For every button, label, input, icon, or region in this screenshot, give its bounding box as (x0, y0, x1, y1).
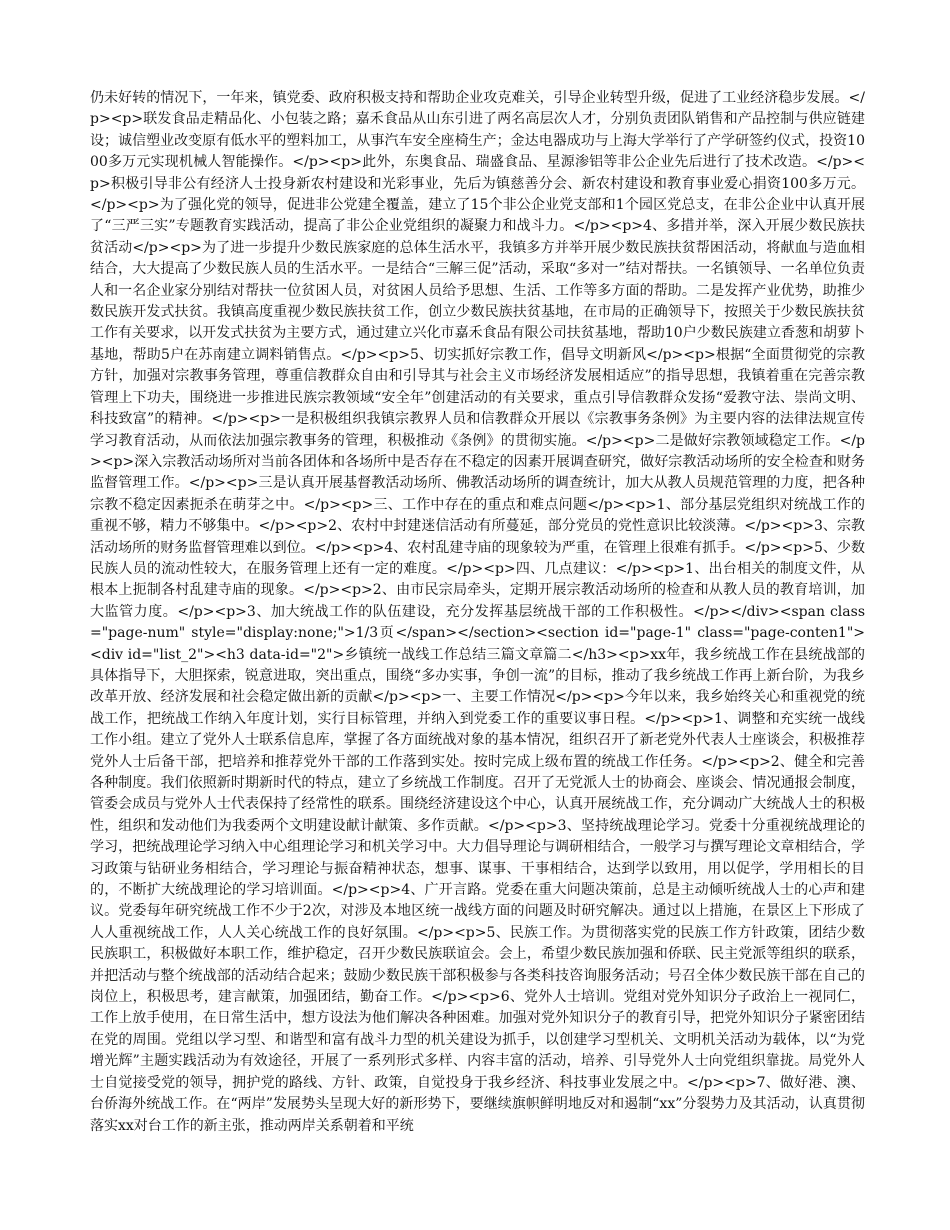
document-body-text: 仍未好转的情况下，一年来，镇党委、政府积极支持和帮助企业攻克难关，引导企业转型升级，促进了工业经济稳步发展。</p><p>联发食品走精品化、小包装之路；嘉禾食品从山东引进了两名高层次人才，分别负责团队销售和产品控制与供应链建设；诚信塑业改变原有低水平的塑料加工，从事汽车安全座椅生产；金达电器成功与上海大学举行了产学研签约仪式，投资1000多万元实现机械人智能操作。</p><p>此外，东奥食品、瑞盛食品、星源渗铝等非公企业先后进行了技术改造。</p><p>积极引导非公有经济人士投身新农村建设和光彩事业，先后为镇慈善分会、新农村建设和教育事业爱心捐资100多万元。</p><p>为了强化党的领导，促进非公党建全覆盖，建立了15个非公企业党支部和1个园区党总支，在非公企业中认真开展了“三严三实”专题教育实践活动，提高了非公企业党组织的凝聚力和战斗力。</p><p>4、多措并举，深入开展少数民族扶贫活动</p><p>为了进一步提升少数民族家庭的总体生活水平，我镇多方并举开展少数民族扶贫帮困活动，将献血与造血相结合，大大提高了少数民族人员的生活水平。一是结合“三解三促”活动，采取“多对一”结对帮扶。一名镇领导、一名单位负责人和一名企业家分别结对帮扶一位贫困人员，对贫困人员给予思想、生活、工作等多方面的帮助。二是发挥产业优势，助推少数民族开发式扶贫。我镇高度重视少数民族扶贫工作，创立少数民族扶贫基地，在市局的正确领导下，按照关于少数民族扶贫工作有关要求，以开发式扶贫为主要方式，通过建立兴化市嘉禾食品有限公司扶贫基地，帮助10户少数民族建立香葱和胡萝卜基地，帮助5户在苏南建立调料销售点。</p><p>5、切实抓好宗教工作，倡导文明新风</p><p>根据“全面贯彻党的宗教方针，加强对宗教事务管理，尊重信教群众自由和引导其与社会主义市场经济发展相适应”的指导思想，我镇着重在完善宗教管理上下功夫，围绕进一步推进民族宗教领域“安全年”创建活动的有关要求，重点引导信教群众发扬“爱教守法、崇尚文明、科技致富”的精神。</p><p>一是积极组织我镇宗教界人员和信教群众开展以《宗教事务条例》为主要内容的法律法规宣传学习教育活动，从而依法加强宗教事务的管理，积极推动《条例》的贯彻实施。</p><p>二是做好宗教领域稳定工作。</p><p>深入宗教活动场所对当前各团体和各场所中是否存在不稳定的因素开展调查研究，做好宗教活动场所的安全检查和财务监督管理工作。</p><p>三是认真开展基督教活动场所、佛教活动场所的调查统计，加大从教人员规范管理的力度，把各种宗教不稳定因素扼杀在萌芽之中。</p><p>三、工作中存在的重点和难点问题</p><p>1、部分基层党组织对统战工作的重视不够，精力不够集中。</p><p>2、农村中封建迷信活动有所蔓延，部分党员的党性意识比较淡薄。</p><p>3、宗教活动场所的财务监督管理难以到位。</p><p>4、农村乱建寺庙的现象较为严重，在管理上很难有抓手。</p><p>5、少数民族人员的流动性较大，在服务管理上还有一定的难度。</p><p>四、几点建议：</p><p>1、出台相关的制度文件，从根本上扼制各村乱建寺庙的现象。</p><p>2、由市民宗局牵头，定期开展宗教活动场所的检查和从教人员的教育培训，加大监管力度。</p><p>3、加大统战工作的队伍建设，充分发挥基层统战干部的工作积极性。</p></div><span class="page-num" style="display:none;">1/3页</span></section><section id="page-1" class="page-conten1"><div id="list_2"><h3 data-id="2">乡镇统一战线工作总结三篇文章篇二</h3><p>xx年，我乡统战工作在县统战部的具体指导下，大胆探索，锐意进取，突出重点，围绕“多办实事，争创一流”的目标，推动了我乡统战工作再上新台阶，为我乡改革开放、经济发展和社会稳定做出新的贡献</p><p>一、主要工作情况</p><p>今年以来，我乡始终关心和重视党的统战工作，把统战工作纳入年度计划，实行目标管理，并纳入到党委工作的重要议事日程。</p><p>1、调整和充实统一战线工作小组。建立了党外人士联系信息库，掌握了各方面统战对象的基本情况，组织召开了新老党外代表人士座谈会，积极推荐党外人士后备干部，把培养和推荐党外干部的工作落到实处。按时完成上级布置的统战工作任务。</p><p>2、健全和完善各种制度。我们依照新时期新时代的特点，建立了乡统战工作制度。召开了无党派人士的协商会、座谈会、情况通报会制度，管委会成员与党外人士代表保持了经常性的联系。围绕经济建设这个中心，认真开展统战工作，充分调动广大统战人士的积极性，组织和发动他们为我委两个文明建设献计献策、多作贡献。</p><p>3、坚持统战理论学习。党委十分重视统战理论的学习，把统战理论学习纳入中心组理论学习和机关学习中。大力倡导理论与调研相结合，一般学习与撰写理论文章相结合，学习政策与钻研业务相结合，学习理论与振奋精神状态，想事、谋事、干事相结合，达到学以致用，用以促学，学用相长的目的，不断扩大统战理论的学习培训面。</p><p>4、广开言路。党委在重大问题决策前，总是主动倾听统战人士的心声和建议。党委每年研究统战工作不少于2次，对涉及本地区统一战线方面的问题及时研究解决。通过以上措施，在景区上下形成了人人重视统战工作，人人关心统战工作的良好氛围。</p><p>5、民族工作。为贯彻落实党的民族工作方针政策，团结少数民族职工，积极做好本职工作，维护稳定，召开少数民族联谊会。会上，希望少数民族加强和侨联、民主党派等组织的联系，并把活动与整个统战部的活动结合起来；鼓励少数民族干部积极参与各类科技咨询服务活动；号召全体少数民族干部在自己的岗位上，积极思考，建言献策，加强团结，勤奋工作。</p><p>6、党外人士培训。党组对党外知识分子政治上一视同仁，工作上放手使用，在日常生活中，想方设法为他们解决各种困难。加强对党外知识分子的教育引导，把党外知识分子紧密团结在党的周围。党组以学习型、和谐型和富有战斗力型的机关建设为抓手，以创建学习型机关、文明机关活动为载体，以“为党增光辉”主题实践活动为有效途径，开展了一系列形式多样、内容丰富的活动，培养、引导党外人士向党组织靠拢。局党外人士自觉接受党的领导，拥护党的路线、方针、政策，自觉投身于我乡经济、科技事业发展之中。</p><p>7、做好港、澳、台侨海外统战工作。在“两岸”发展势头呈现大好的新形势下，要继续旗帜鲜明地反对和遏制“xx”分裂势力及其活动，认真贯彻落实xx对台工作的新主张，推动两岸关系朝着和平统 (90, 90, 865, 1134)
